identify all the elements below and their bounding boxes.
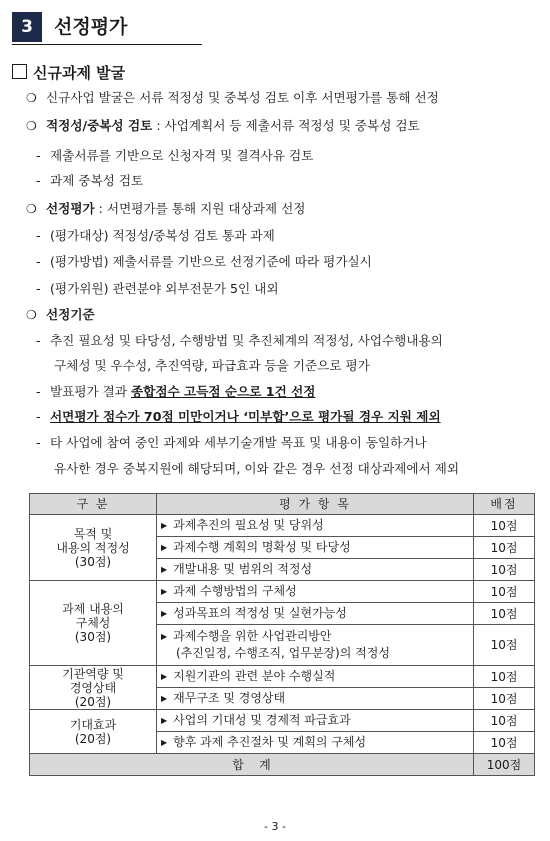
text-line bbox=[26, 199, 535, 219]
item-cell: ▶ 개발내용 및 범위의 적정성 bbox=[157, 559, 474, 581]
points-cell: 10점 bbox=[474, 581, 535, 603]
points-cell: 10점 bbox=[474, 688, 535, 710]
line-text: : 서면평가를 통해 지원 대상과제 선정 bbox=[94, 201, 306, 216]
text-line bbox=[36, 226, 535, 246]
underlined-text: 종합점수 고득점 순으로 1건 선정 bbox=[131, 384, 316, 399]
category-cell: 기대효과 (20점) bbox=[30, 710, 157, 754]
item-cell: ▶ 재무구조 및 경영상태 bbox=[157, 688, 474, 710]
line-text: 신규사업 발굴은 서류 적정성 및 중복성 검토 이후 서면평가를 통해 선정 bbox=[46, 90, 439, 105]
triangle-bullet-icon: ▶ bbox=[161, 672, 168, 681]
header-items: 평 가 항 목 bbox=[157, 494, 474, 515]
dash-bullet: - bbox=[36, 435, 41, 450]
header-points: 배점 bbox=[474, 494, 535, 515]
dash-bullet: - bbox=[36, 384, 41, 399]
item-cell: ▶ 과제 수행방법의 구체성 bbox=[157, 581, 474, 603]
text-line bbox=[54, 356, 535, 376]
text-line bbox=[26, 116, 535, 136]
line-text: 타 사업에 참여 중인 과제와 세부기술개발 목표 및 내용이 동일하거나 bbox=[50, 435, 427, 450]
bold-term: 선정평가 bbox=[46, 201, 95, 216]
dash-bullet: - bbox=[36, 281, 41, 296]
line-text: 과제 중복성 검토 bbox=[50, 173, 144, 188]
line-text: 유사한 경우 중복지원에 해당되며, 이와 같은 경우 선정 대상과제에서 제외 bbox=[54, 461, 459, 476]
total-row bbox=[30, 754, 535, 776]
dash-bullet: - bbox=[36, 148, 41, 163]
table-row bbox=[30, 710, 535, 732]
total-label: 합 계 bbox=[30, 754, 474, 776]
table-header-row bbox=[30, 494, 535, 515]
line-text: (평가방법) 제출서류를 기반으로 선정기준에 따라 평가실시 bbox=[50, 254, 372, 269]
dash-bullet: - bbox=[36, 228, 41, 243]
checkbox-square-icon bbox=[12, 64, 27, 79]
points-cell: 10점 bbox=[474, 625, 535, 666]
category-cell: 기관역량 및 경영상태 (20점) bbox=[30, 666, 157, 710]
item-cell: ▶ 과제수행을 위한 사업관리방안 (추진일정, 수행조직, 업무분장)의 적정성 bbox=[157, 625, 474, 666]
header-category: 구 분 bbox=[30, 494, 157, 515]
line-text: 발표평가 결과 bbox=[50, 384, 131, 399]
triangle-bullet-icon: ▶ bbox=[161, 632, 168, 641]
circle-bullet-icon: ❍ bbox=[26, 308, 37, 322]
text-line bbox=[36, 146, 535, 166]
text-line bbox=[36, 433, 535, 453]
triangle-bullet-icon: ▶ bbox=[161, 694, 168, 703]
circle-bullet-icon: ❍ bbox=[26, 202, 37, 216]
table-row bbox=[30, 581, 535, 603]
table-row bbox=[30, 666, 535, 688]
points-cell: 10점 bbox=[474, 515, 535, 537]
item-cell: ▶ 지원기관의 관련 분야 수행실적 bbox=[157, 666, 474, 688]
line-text: (평가대상) 적정성/중복성 검토 통과 과제 bbox=[50, 228, 275, 243]
underlined-text: 서면평가 점수가 70점 미만이거나 ‘미부합’으로 평가될 경우 지원 제외 bbox=[50, 409, 441, 424]
item-cell: ▶ 성과목표의 적정성 및 실현가능성 bbox=[157, 603, 474, 625]
page-number: - 3 - bbox=[264, 820, 286, 833]
triangle-bullet-icon: ▶ bbox=[161, 738, 168, 747]
triangle-bullet-icon: ▶ bbox=[161, 609, 168, 618]
table-row bbox=[30, 515, 535, 537]
triangle-bullet-icon: ▶ bbox=[161, 587, 168, 596]
item-cell: ▶ 사업의 기대성 및 경제적 파급효과 bbox=[157, 710, 474, 732]
section-title: 선정평가 bbox=[54, 16, 128, 38]
circle-bullet-icon: ❍ bbox=[26, 91, 37, 105]
dash-bullet: - bbox=[36, 173, 41, 188]
text-line bbox=[36, 407, 535, 427]
section-number: 3 bbox=[12, 12, 42, 42]
text-line bbox=[36, 252, 535, 272]
item-cell: ▶ 향후 과제 추진절차 및 계획의 구체성 bbox=[157, 732, 474, 754]
line-text: 구체성 및 우수성, 추진역량, 파급효과 등을 기준으로 평가 bbox=[54, 358, 370, 373]
line-text: 추진 필요성 및 타당성, 수행방법 및 추진체계의 적정성, 사업수행내용의 bbox=[50, 333, 443, 348]
bold-term: 선정기준 bbox=[46, 307, 95, 322]
points-cell: 10점 bbox=[474, 710, 535, 732]
text-line bbox=[54, 459, 535, 479]
dash-bullet: - bbox=[36, 333, 41, 348]
dash-bullet: - bbox=[36, 409, 41, 424]
text-line bbox=[36, 331, 535, 351]
points-cell: 10점 bbox=[474, 559, 535, 581]
text-line bbox=[36, 171, 535, 191]
section-header bbox=[12, 12, 202, 45]
triangle-bullet-icon: ▶ bbox=[161, 716, 168, 725]
dash-bullet: - bbox=[36, 254, 41, 269]
subsection-header bbox=[12, 62, 125, 84]
points-cell: 10점 bbox=[474, 603, 535, 625]
total-points: 100점 bbox=[474, 754, 535, 776]
line-text: 제출서류를 기반으로 신청자격 및 결격사유 검토 bbox=[50, 148, 314, 163]
points-cell: 10점 bbox=[474, 732, 535, 754]
text-line bbox=[26, 88, 535, 108]
circle-bullet-icon: ❍ bbox=[26, 119, 37, 133]
category-cell: 과제 내용의 구체성 (30점) bbox=[30, 581, 157, 666]
text-line bbox=[36, 279, 535, 299]
subsection-title: 신규과제 발굴 bbox=[33, 64, 126, 82]
line-text: : 사업계획서 등 제출서류 적정성 및 중복성 검토 bbox=[152, 118, 420, 133]
line-text: (평가위원) 관련분야 외부전문가 5인 내외 bbox=[50, 281, 279, 296]
item-cell: ▶ 과제수행 계획의 명확성 및 타당성 bbox=[157, 537, 474, 559]
triangle-bullet-icon: ▶ bbox=[161, 565, 168, 574]
category-cell: 목적 및 내용의 적정성 (30점) bbox=[30, 515, 157, 581]
triangle-bullet-icon: ▶ bbox=[161, 521, 168, 530]
points-cell: 10점 bbox=[474, 537, 535, 559]
triangle-bullet-icon: ▶ bbox=[161, 543, 168, 552]
evaluation-table bbox=[29, 493, 535, 776]
bold-term: 적정성/중복성 검토 bbox=[46, 118, 153, 133]
points-cell: 10점 bbox=[474, 666, 535, 688]
text-line bbox=[36, 382, 535, 402]
text-line bbox=[26, 305, 535, 325]
item-cell: ▶ 과제추진의 필요성 및 당위성 bbox=[157, 515, 474, 537]
